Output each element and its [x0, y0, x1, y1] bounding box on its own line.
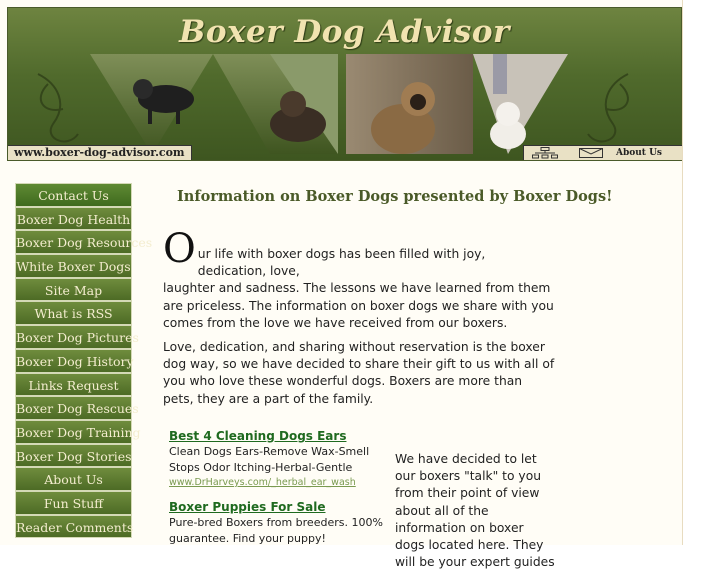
sidebar-item-boxer-dog-training[interactable]: Boxer Dog Training [15, 420, 132, 444]
mail-icon[interactable] [579, 148, 603, 158]
ornament-right-icon [588, 74, 628, 141]
ad-title-link[interactable]: Boxer Puppies For Sale [169, 500, 326, 514]
sidebar-item-boxer-dog-history[interactable]: Boxer Dog History [15, 349, 132, 373]
side-paragraph: We have decided to let our boxers "talk" to you from their point of view about all of the information on boxer dogs located here. They will be your expert guides [395, 452, 555, 570]
intro-paragraph [163, 226, 555, 332]
page-headline: Information on Boxer Dogs presented by Boxer Dogs! [177, 188, 613, 205]
sidebar-item-white-boxer-dogs[interactable]: White Boxer Dogs [15, 254, 132, 278]
ad-item [169, 499, 391, 547]
sidebar-item-about-us[interactable]: About Us [15, 467, 132, 491]
drop-cap: O [163, 226, 196, 272]
sitemap-icon[interactable] [532, 147, 558, 159]
ad-title-link[interactable]: Best 4 Cleaning Dogs Ears [169, 429, 347, 443]
ad-block [169, 428, 391, 557]
sidebar-item-contact-us[interactable]: Contact Us [15, 183, 132, 207]
sidebar-item-links-request[interactable]: Links Request [15, 373, 132, 397]
sidebar-item-reader-comments[interactable]: Reader Comments [15, 515, 132, 539]
ad-url-link[interactable]: www.DrHarveys.com/_herbal_ear_wash [169, 477, 356, 488]
header-toolbar [523, 145, 682, 160]
site-title: Boxer Dog Advisor [179, 14, 510, 50]
sidebar-item-boxer-dog-stories[interactable]: Boxer Dog Stories [15, 444, 132, 468]
second-paragraph: Love, dedication, and sharing without reservation is the boxer dog way, so we have decided to share their gift to us with all of you who love these wonderful dogs. Boxers are more than pets, they are a part of the family. [163, 340, 555, 406]
site-header [7, 7, 682, 161]
sidebar-item-what-is-rss[interactable]: What is RSS [15, 301, 132, 325]
sidebar-item-boxer-dog-health[interactable]: Boxer Dog Health [15, 207, 132, 231]
sidebar-item-boxer-dog-rescues[interactable]: Boxer Dog Rescues [15, 396, 132, 420]
ad-text: Clean Dogs Ears-Remove Wax-Smell Stops Odor Itching-Herbal-Gentle [169, 445, 370, 474]
sidebar-item-fun-stuff[interactable]: Fun Stuff [15, 491, 132, 515]
sidebar-item-site-map[interactable]: Site Map [15, 278, 132, 302]
site-url: www.boxer-dog-advisor.com [8, 145, 192, 160]
sidebar-item-boxer-dog-resources[interactable]: Boxer Dog Resources [15, 230, 132, 254]
intro-first-line: ur life with boxer dogs has been filled with joy, dedication, love, [197, 247, 486, 279]
sidebar-nav [15, 183, 153, 538]
intro-rest: laughter and sadness. The lessons we have learned from them are priceless. The information on boxer dogs we share with you comes from the love we have received from our boxers. [163, 281, 554, 330]
sidebar-item-boxer-dog-pictures[interactable]: Boxer Dog Pictures [15, 325, 132, 349]
ad-item [169, 428, 391, 489]
ornament-left-icon [38, 74, 78, 141]
about-us-link[interactable]: About Us [615, 148, 662, 158]
ad-text: Pure-bred Boxers from breeders. 100% guarantee. Find your puppy! [169, 516, 383, 545]
